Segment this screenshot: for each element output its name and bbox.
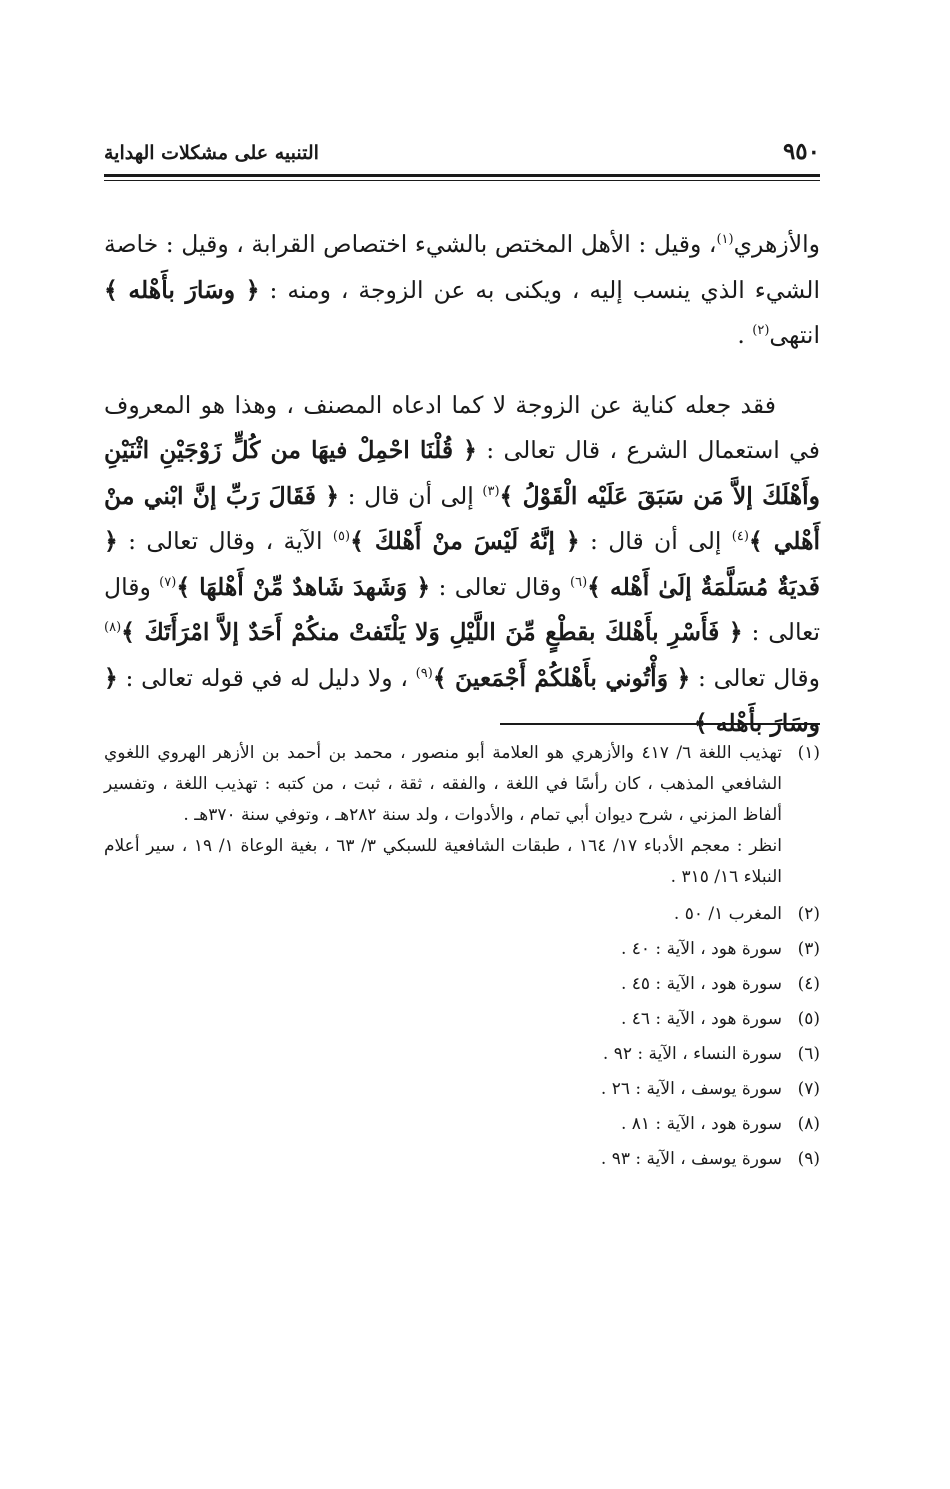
- footnote-item: [104, 1039, 820, 1070]
- paragraph-gap: [104, 359, 820, 383]
- quran-quote: ﴿ إنَّهُ لَيْسَ منْ أَهْلكَ ﴾: [350, 527, 580, 555]
- footnote-number: (١): [797, 743, 820, 763]
- text-run: والأزهري: [733, 230, 820, 258]
- text-run: الآية ، وقال تعالى :: [117, 527, 333, 555]
- text-run: إلى أن قال :: [579, 527, 732, 555]
- quran-quote: ﴿ فَقَالَ رَبِّ إنَّ ابْني منْ أَهْلي ﴾: [104, 481, 820, 555]
- footnote-ref: (٣): [482, 483, 500, 499]
- quran-quote: ﴿ وسَارَ بأَهْله ﴾: [104, 663, 820, 737]
- footnote-ref: (٦): [570, 574, 588, 590]
- footnote-number: (٣): [797, 939, 820, 959]
- footnote-item: [104, 969, 820, 1000]
- paragraph-2: [104, 383, 820, 747]
- footnote-text: المغرب ١/ ٥٠ .: [673, 904, 782, 924]
- main-text: [104, 222, 820, 747]
- header-rule: [104, 174, 820, 177]
- footnote-number: (٧): [797, 1079, 820, 1099]
- footnote-text: سورة يوسف ، الآية : ٩٣ .: [600, 1149, 782, 1169]
- footnote-text: سورة يوسف ، الآية : ٢٦ .: [600, 1079, 782, 1099]
- text-run: وقال تعالى :: [690, 663, 821, 692]
- footnote-ref: (٩): [415, 665, 433, 681]
- footnote-number: (٦): [797, 1044, 820, 1064]
- footnote-text: تهذيب اللغة ٦/ ٤١٧ والأزهري هو العلامة أبو منصور ، محمد بن أحمد بن الأزهر الهروي اللغوي الشافعي المذهب ، كان رأسًا في اللغة ، والفقه ، ثقة ، ثبت ، من كتبه : تهذيب اللغة ، وتفسير ألفاظ المزني ، شرح ديوان أبي تمام ، والأدوات ، ولد سنة ٢٨٢هـ ، وتوفي سنة ٣٧٠هـ .: [104, 743, 782, 825]
- page-header: [104, 138, 820, 172]
- text-run: وقال تعالى :: [104, 572, 820, 646]
- text-run: ، وقيل : الأهل المختص بالشيء اختصاص القرابة ، وقيل : خاصة الشيء الذي ينسب إليه ، ويكنى به عن الزوجة ، ومنه :: [104, 230, 820, 304]
- footnote-number: (٢): [797, 904, 820, 924]
- footnote-ref: (٤): [731, 529, 749, 545]
- footnote-ref: (٢): [752, 323, 770, 339]
- footnote-ref: (٧): [159, 574, 177, 590]
- page-number: ٩٥٠: [782, 138, 820, 165]
- footnotes: [104, 738, 820, 1179]
- quran-quote: ﴿ قُلْنَا احْمِلْ فيهَا من كُلٍّ زَوْجَيْنِ اثْنَيْنِ وأَهْلَكَ إلاَّ مَن سَبَقَ عَلَيْه الْقَوْلُ ﴾: [104, 436, 820, 510]
- footnote-ref: (١): [716, 232, 734, 248]
- footnote-ref: (٥): [332, 529, 351, 545]
- footnote-separator: [500, 723, 820, 725]
- footnote-number: (٥): [797, 1009, 820, 1029]
- footnote-item: [104, 1144, 820, 1175]
- footnote-number: (٩): [797, 1149, 820, 1169]
- footnote-item: [104, 899, 820, 930]
- quran-quote: ﴿ وسَارَ بأَهْله ﴾: [104, 275, 260, 304]
- quran-quote: ﴿ فَأَسْرِ بأَهْلكَ بقطْعٍ مِّنَ اللَّيْلِ وَلا يَلْتَفتْ منكُمْ أَحَدٌ إلاَّ امْرَأَتَكَ ﴾: [121, 618, 743, 646]
- footnote-text: سورة هود ، الآية : ٤٥ .: [620, 974, 782, 994]
- footnote-list: [104, 899, 820, 1175]
- footnote-text: سورة هود ، الآية : ٨١ .: [620, 1114, 782, 1134]
- header-rule-thin: [104, 180, 820, 181]
- footnote-item: [104, 934, 820, 965]
- footnote-item: [104, 1074, 820, 1105]
- footnote-1: [104, 738, 820, 831]
- text-run: وقال تعالى :: [430, 572, 571, 601]
- footnote-item: [104, 1109, 820, 1140]
- footnote-number: (٨): [797, 1114, 820, 1134]
- text-run: انتهى: [769, 321, 820, 349]
- footnote-1-references: انظر : معجم الأدباء ١٧/ ١٦٤ ، طبقات الشافعية للسبكي ٣/ ٦٣ ، بغية الوعاة ١/ ١٩ ، سير أعلام النبلاء ١٦/ ٣١٥ .: [104, 836, 782, 887]
- quran-quote: ﴿ وَشَهدَ شَاهدٌ مِّنْ أَهْلهَا ﴾: [176, 572, 431, 601]
- quran-quote: ﴿ وَأْتُوني بأَهْلكُمْ أَجْمَعينَ ﴾: [432, 663, 691, 692]
- text-run: .: [737, 321, 753, 349]
- text-run: ، ولا دليل له في قوله تعالى :: [117, 663, 416, 692]
- running-title: التنبيه على مشكلات الهداية: [104, 142, 319, 164]
- footnote-number: (٤): [797, 974, 820, 994]
- footnote-ref: (٨): [104, 620, 122, 636]
- paragraph-1: [104, 222, 820, 359]
- quran-quote: ﴿ فَديَةٌ مُسَلَّمَةٌ إلَىٰ أَهْله ﴾: [104, 527, 820, 601]
- footnote-text: سورة النساء ، الآية : ٩٢ .: [602, 1044, 782, 1064]
- footnote-text: سورة هود ، الآية : ٤٠ .: [620, 939, 782, 959]
- text-run: إلى أن قال :: [339, 481, 483, 510]
- text-run: فقد جعله كناية عن الزوجة لا كما ادعاه المصنف ، وهذا هو المعروف في استعمال الشرع ، قال تعالى :: [104, 390, 820, 464]
- footnote-item: [104, 1004, 820, 1035]
- footnote-text: سورة هود ، الآية : ٤٦ .: [620, 1009, 782, 1029]
